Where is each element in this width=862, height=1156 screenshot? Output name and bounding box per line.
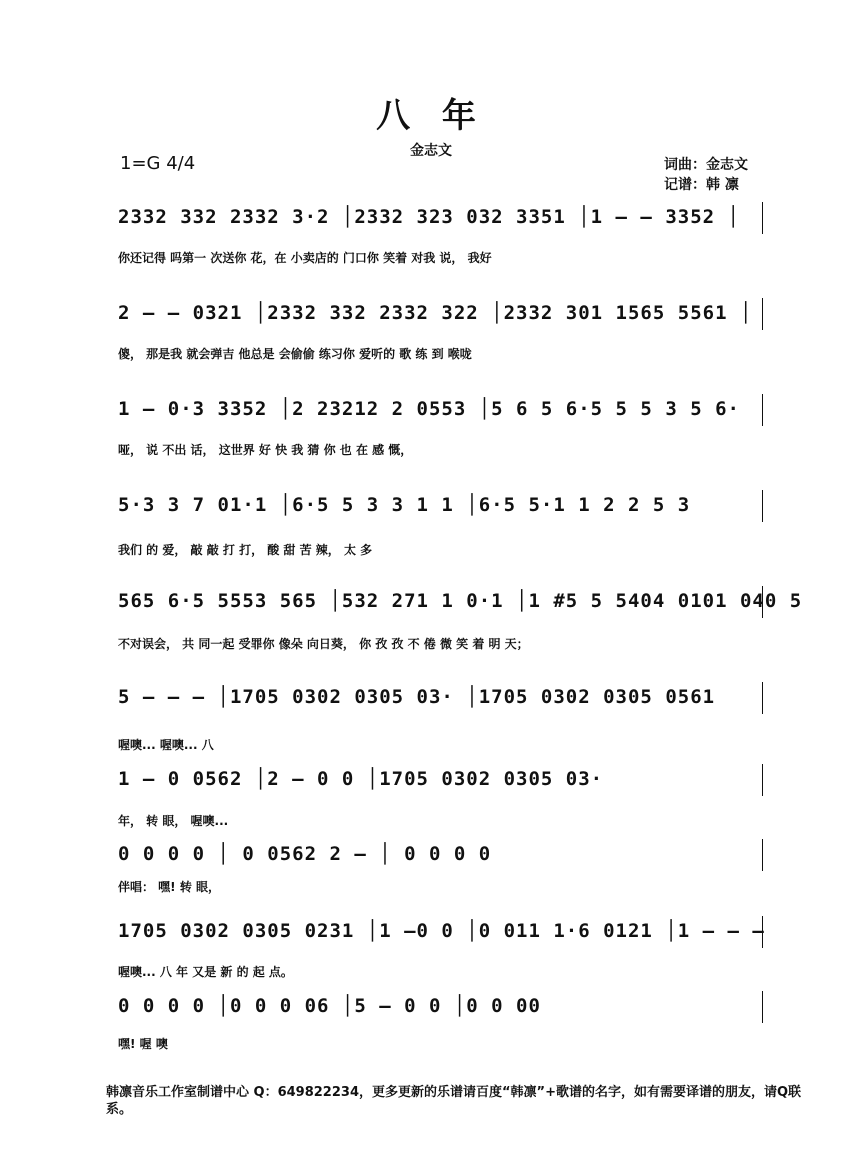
notation-row: 1 – 0·3 3352 │2 23212 2 0553 │5 6 5 6·5 5 5 3 5 6· [118,398,740,420]
notation-row: 0 0 0 0 │0 0 0 06 │5 – 0 0 │0 0 00 [118,995,541,1017]
lyrics-row: 伴唱： 嘿! 转 眼， [118,880,221,894]
notation-row: 5·3 3 7 01·1 │6·5 5 3 3 1 1 │6·5 5·1 1 2 2 5 3 [118,494,691,516]
credit-notation: 记谱：韩 凛 [664,177,739,193]
lyrics-row: 哑， 说 不出 话， 这世界 好 快 我 猜 你 也 在 感 慨， [118,443,413,457]
barline [762,202,763,234]
barline [762,764,763,796]
notation-row: 565 6·5 5553 565 │532 271 1 0·1 │1 #5 5 5404 0101 040 5 [118,590,803,612]
notation-row: 1705 0302 0305 0231 │1 –0 0 │0 011 1·6 0121 │1 – – – [118,920,765,942]
lyrics-row: 喔噢... 八 年 又是 新 的 起 点。 [118,965,293,979]
barline [762,394,763,426]
composer: 金志文 [410,143,452,159]
lyrics-row: 我们 的 爱， 敲 敲 打 打， 酸 甜 苦 辣， 太 多 [118,543,373,557]
barline [762,490,763,522]
lyrics-row: 年， 转 眼， 喔噢... [118,814,229,828]
lyrics-row: 傻， 那是我 就会弹吉 他总是 会偷偷 练习你 爱听的 歌 练 到 喉咙 [118,347,472,361]
barline [762,298,763,330]
notation-row: 2 – – 0321 │2332 332 2332 322 │2332 301 1565 5561 │ [118,302,753,324]
key-signature: 1=G 4/4 [120,153,196,174]
barline [762,839,763,871]
footer-note: 韩凛音乐工作室制谱中心 Q：649822234，更多更新的乐谱请百度“韩凛”+歌谱的名字，如有需要译谱的朋友，请Q联系。 [106,1085,802,1117]
notation-row: 1 – 0 0562 │2 – 0 0 │1705 0302 0305 03· [118,768,604,790]
lyrics-row: 你还记得 吗第一 次送你 花，在 小卖店的 门口你 笑着 对我 说， 我好 [118,251,492,265]
barline [762,916,763,948]
lyrics-row: 嘿! 喔 噢 [118,1037,168,1051]
lyrics-row: 喔噢... 喔噢... 八 [118,738,214,752]
notation-row: 5 – – – │1705 0302 0305 03· │1705 0302 0305 0561 [118,686,716,708]
barline [762,682,763,714]
notation-row: 2332 332 2332 3·2 │2332 323 032 3351 │1 – – 3352 │ [118,206,740,228]
barline [762,991,763,1023]
score-title: 八 年 [376,96,486,136]
lyrics-row: 不对误会， 共 同一起 受罪你 像朵 向日葵， 你 孜 孜 不 倦 微 笑 着 明 天； [118,637,529,651]
notation-row: 0 0 0 0 │ 0 0562 2 – │ 0 0 0 0 [118,843,492,865]
barline [762,586,763,618]
credit-lyrics-music: 词曲：金志文 [664,157,748,173]
